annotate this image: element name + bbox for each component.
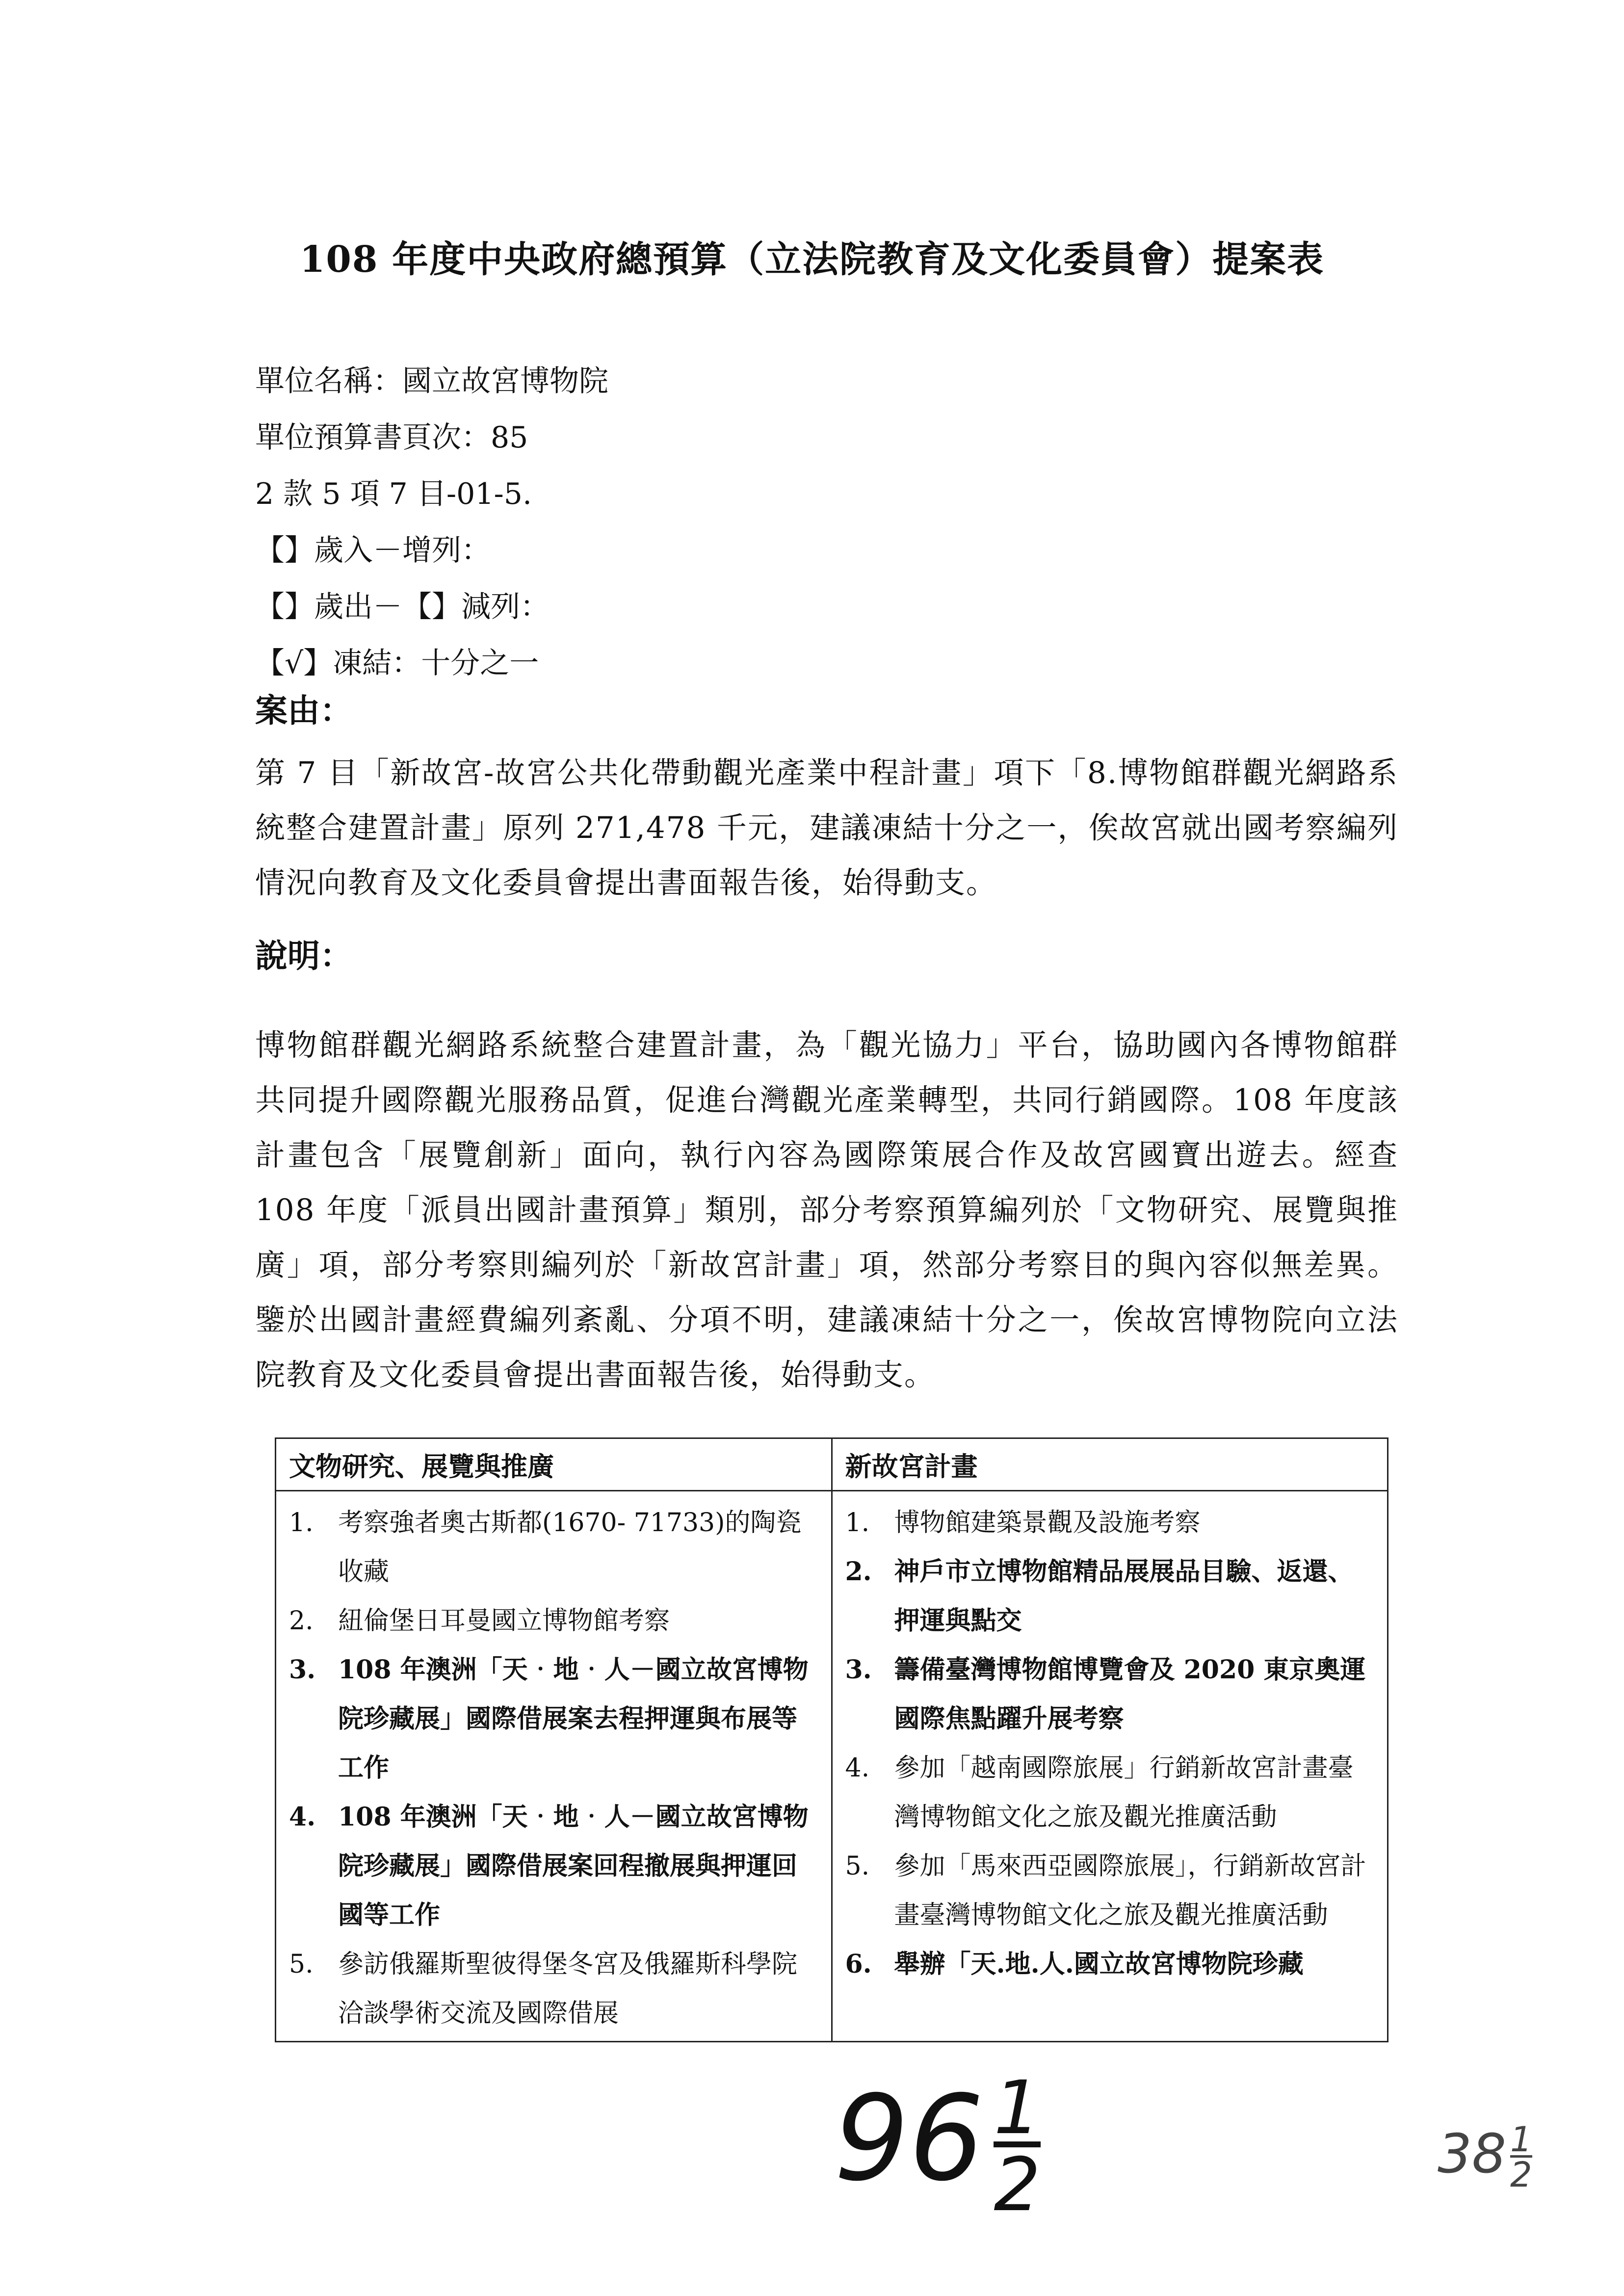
unit-name: 單位名稱：國立故宮博物院 <box>255 364 608 398</box>
budget-page: 單位預算書頁次：85 <box>255 420 528 455</box>
research-column <box>276 1491 832 2042</box>
expense-cut-option: 【】歲出－【】減列： <box>255 590 550 624</box>
side-fraction <box>1510 2119 1532 2195</box>
list-item-text: 博物館建築景觀及設施考察 <box>894 1508 1201 1538</box>
table-list-item <box>289 1498 818 1596</box>
list-item-number: 3. <box>289 1655 316 1685</box>
new-palace-column <box>832 1491 1388 2042</box>
list-item-text: 參加「馬來西亞國際旅展」，行銷新故宮計畫臺灣博物館文化之旅及觀光推廣活動 <box>894 1852 1366 1930</box>
list-item-text: 舉辦「天.地.人.國立故宮博物院珍藏 <box>894 1949 1304 1979</box>
list-item-text: 108 年澳洲「天‧地‧人－國立故宮博物院珍藏展」國際借展案回程撤展與押運回國等工作 <box>338 1802 809 1930</box>
table-list-item <box>845 1940 1375 1989</box>
explanation-heading: 說明： <box>255 937 352 975</box>
table-list-item <box>845 1842 1375 1940</box>
side-denominator: 2 <box>1510 2155 1532 2195</box>
table-list-item <box>845 1547 1375 1645</box>
item-code: 2 款 5 項 7 目-01-5. <box>255 477 532 511</box>
list-item-number: 1. <box>289 1508 314 1538</box>
list-item-text: 神戶市立博物館精品展展品目驗、返還、押運與點交 <box>894 1557 1354 1636</box>
table-list-item <box>845 1744 1375 1842</box>
list-item-number: 3. <box>845 1655 872 1685</box>
list-item-number: 6. <box>845 1949 872 1979</box>
table-list-item <box>289 1940 818 2038</box>
table-list-item <box>845 1498 1375 1547</box>
handwritten-side-number <box>1438 2119 1532 2195</box>
list-item-number: 4. <box>845 1753 870 1783</box>
list-item-number: 2. <box>845 1557 872 1587</box>
overseas-trip-table <box>275 1437 1388 2042</box>
proposal-meta <box>255 353 608 692</box>
list-item-text: 參加「越南國際旅展」行銷新故宮計畫臺灣博物館文化之旅及觀光推廣活動 <box>894 1753 1354 1832</box>
new-palace-item-list <box>845 1498 1375 1989</box>
research-item-list <box>289 1498 818 2038</box>
explanation-text: 博物館群觀光網路系統整合建置計畫，為「觀光協力」平台，協助國內各博物館群共同提升國際觀光服務品質，促進台灣觀光產業轉型，共同行銷國際。108 年度該計畫包含「展覽創新」面向，執行內容為國際策展合作及故宮國寶出遊去。經查 108 年度「派員出國計畫預算」類別，部分考察預算編列於「文物研究、展覽與推廣」項，部分考察則編列於「新故宮計畫」項，然部分考察目的與內容似無差異。鑒於出國計畫經費編列紊亂、分項不明，建議凍結十分之一，俟故宮博物院向立法院教育及文化委員會提出書面報告後，始得動支。 <box>255 1028 1398 1392</box>
list-item-number: 4. <box>289 1802 316 1832</box>
list-item-number: 2. <box>289 1606 314 1636</box>
handwritten-number: 96 <box>834 2069 984 2207</box>
side-numerator: 1 <box>1510 2119 1532 2160</box>
table-header-research: 文物研究、展覽與推廣 <box>276 1438 832 1491</box>
table-list-item <box>289 1645 818 1793</box>
page-title: 108 年度中央政府總預算（立法院教育及文化委員會）提案表 <box>299 238 1325 281</box>
side-number: 38 <box>1438 2122 1506 2185</box>
table-list-item <box>845 1645 1375 1744</box>
list-item-text: 籌備臺灣博物館博覽會及 2020 東京奧運國際焦點躍升展考察 <box>894 1655 1366 1734</box>
freeze-option: 【√】凍結：十分之一 <box>255 646 539 680</box>
list-item-text: 考察強者奧古斯都(1670- 71733)的陶瓷收藏 <box>338 1508 802 1587</box>
list-item-number: 5. <box>845 1852 870 1881</box>
table-list-item <box>289 1596 818 1645</box>
revenue-add-option: 【】歲入－增列： <box>255 533 491 568</box>
handwritten-fraction <box>994 2065 1041 2228</box>
case-text: 第 7 目「新故宮-故宮公共化帶動觀光產業中程計畫」項下「8.博物館群觀光網路系統整合建置計畫」原列 271,478 千元，建議凍結十分之一，俟故宮就出國考察編列情況向教育及文化委員會提出書面報告後，始得動支。 <box>255 756 1398 900</box>
list-item-number: 5. <box>289 1950 314 1979</box>
list-item-number: 1. <box>845 1508 870 1538</box>
table-list-item <box>289 1793 818 1940</box>
handwritten-page-number <box>834 2065 1041 2228</box>
list-item-text: 參訪俄羅斯聖彼得堡冬宮及俄羅斯科學院洽談學術交流及國際借展 <box>338 1950 798 2028</box>
list-item-text: 紐倫堡日耳曼國立博物館考察 <box>338 1606 670 1636</box>
case-heading: 案由： <box>255 691 352 730</box>
table-header-new-palace: 新故宮計畫 <box>832 1438 1388 1491</box>
handwritten-numerator: 1 <box>994 2065 1041 2151</box>
handwritten-denominator: 2 <box>994 2142 1041 2228</box>
list-item-text: 108 年澳洲「天‧地‧人－國立故宮博物院珍藏展」國際借展案去程押運與布展等工作 <box>338 1655 809 1783</box>
